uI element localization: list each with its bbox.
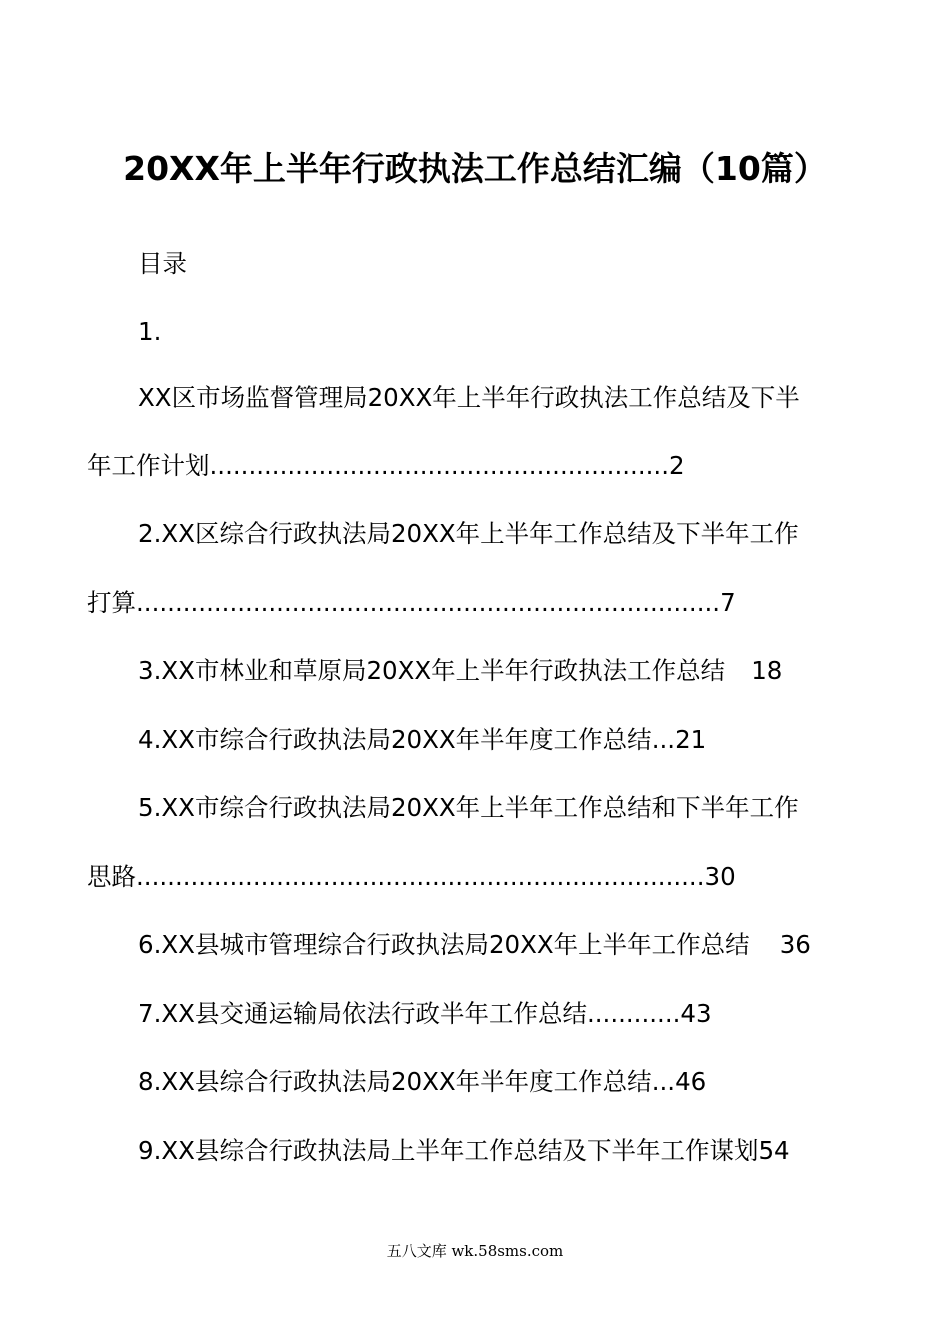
toc-entry-1-leader: ...........................................................	[209, 451, 669, 480]
toc-entry-7	[138, 998, 712, 1030]
toc-entry-4	[138, 724, 706, 756]
toc-entry-7-page: 43	[680, 999, 712, 1028]
toc-entry-1-line2	[87, 450, 685, 482]
toc-entry-1-number: 1.	[138, 317, 162, 346]
toc-entry-5-leader: .........................................................................	[136, 862, 705, 891]
toc-entry-2-line1: 2.XX区综合行政执法局20XX年上半年工作总结及下半年工作	[138, 519, 799, 548]
toc-entry-4-page: 21	[675, 725, 707, 754]
toc-entry-9	[138, 1135, 790, 1167]
toc-entry-5-line1: 5.XX市综合行政执法局20XX年上半年工作总结和下半年工作	[138, 793, 799, 822]
toc-entry-1-line1: XX区市场监督管理局20XX年上半年行政执法工作总结及下半	[138, 383, 800, 412]
toc-entry-2-leader: ...........................................................................	[136, 588, 721, 617]
toc-entry-8-leader: ...	[651, 1067, 676, 1096]
toc-entry-6-text: 6.XX县城市管理综合行政执法局20XX年上半年工作总结	[138, 930, 750, 959]
toc-entry-1-page: 2	[668, 451, 685, 480]
toc-entry-3	[138, 655, 782, 687]
toc-entry-4-leader: ...	[651, 725, 676, 754]
toc-entry-3-text: 3.XX市林业和草原局20XX年上半年行政执法工作总结	[138, 656, 726, 685]
page-footer-watermark: 五八文库 wk.58sms.com	[386, 1242, 564, 1260]
toc-entry-7-leader: ............	[586, 999, 681, 1028]
document-title: 20XX年上半年行政执法工作总结汇编（10篇）	[123, 149, 827, 188]
toc-entry-8	[138, 1066, 706, 1098]
toc-entry-8-text: 8.XX县综合行政执法局20XX年半年度工作总结	[138, 1067, 652, 1096]
toc-entry-2-text: 打算	[87, 588, 136, 617]
toc-entry-8-page: 46	[675, 1067, 707, 1096]
toc-entry-9-text: 9.XX县综合行政执法局上半年工作总结及下半年工作谋划	[138, 1136, 759, 1165]
toc-entry-5-line2	[87, 861, 736, 893]
toc-entry-2-page: 7	[720, 588, 736, 617]
toc-entry-5-text: 思路	[87, 862, 136, 891]
toc-entry-6	[138, 929, 811, 961]
toc-entry-2-line2	[87, 587, 736, 619]
toc-entry-7-text: 7.XX县交通运输局依法行政半年工作总结	[138, 999, 587, 1028]
toc-heading: 目录	[138, 249, 187, 278]
toc-entry-5-page: 30	[704, 862, 736, 891]
toc-entry-9-page: 54	[758, 1136, 790, 1165]
toc-entry-3-page: 18	[751, 656, 783, 685]
toc-entry-6-page: 36	[779, 930, 811, 959]
toc-entry-4-text: 4.XX市综合行政执法局20XX年半年度工作总结	[138, 725, 652, 754]
toc-entry-1-text: 年工作计划	[87, 451, 210, 480]
